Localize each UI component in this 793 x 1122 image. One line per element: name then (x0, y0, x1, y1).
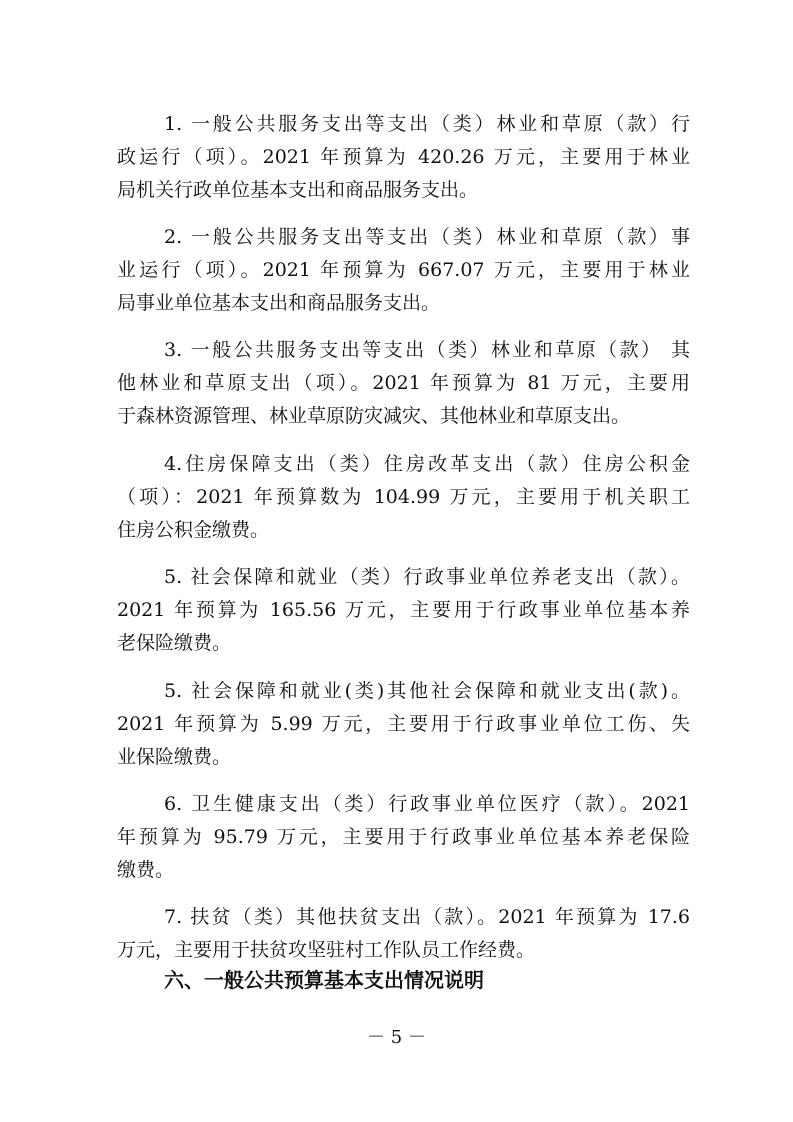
paragraph (117, 788, 690, 887)
paragraph (117, 108, 690, 207)
text-line: 业运行（项）。2021 年预算为 667.07 万元，主要用于林业 (117, 259, 690, 281)
text-line: 业保险缴费。 (117, 746, 232, 768)
paragraph (117, 901, 690, 967)
text-line: 5. 社会保障和就业（类）行政事业单位养老支出（款）。 (164, 566, 690, 588)
text-line: 5. 社会保障和就业(类)其他社会保障和就业支出(款)。 (164, 680, 690, 702)
paragraph (117, 675, 690, 774)
text-line: 2021 年预算为 165.56 万元，主要用于行政事业单位基本养 (117, 599, 690, 621)
text-line: 局机关行政单位基本支出和商品服务支出。 (117, 179, 479, 201)
text-line: 万元，主要用于扶贫攻坚驻村工作队员工作经费。 (117, 939, 536, 961)
text-line: 住房公积金缴费。 (117, 519, 270, 541)
text-line: （项）：2021 年预算数为 104.99 万元，主要用于机关职工 (117, 486, 690, 508)
text-line: 于森林资源管理、林业草原防灾减灾、其他林业和草原支出。 (117, 405, 631, 427)
paragraph (117, 221, 690, 320)
paragraph (117, 561, 690, 660)
paragraph (117, 334, 690, 433)
text-line: 政运行（项）。2021 年预算为 420.26 万元，主要用于林业 (117, 146, 690, 168)
page-number: － 5 － (367, 1027, 426, 1048)
paragraph (117, 448, 690, 547)
text-line: 局事业单位基本支出和商品服务支出。 (117, 292, 441, 314)
text-line: 2. 一般公共服务支出等支出（类）林业和草原（款）事 (164, 226, 690, 248)
text-line: 6. 卫生健康支出（类）行政事业单位医疗（款）。2021 (164, 793, 690, 815)
text-line: 他林业和草原支出（项）。2021 年预算为 81 万元，主要用 (117, 372, 690, 394)
text-line: 3. 一般公共服务支出等支出（类）林业和草原（款） 其 (164, 339, 690, 361)
text-line: 7. 扶贫（类）其他扶贫支出（款）。2021 年预算为 17.6 (164, 906, 690, 928)
text-line: 1. 一般公共服务支出等支出（类）林业和草原（款）行 (164, 113, 690, 135)
text-line: 缴费。 (117, 859, 175, 881)
text-line: 2021 年预算为 5.99 万元，主要用于行政事业单位工伤、失 (117, 713, 690, 735)
text-line: 年预算为 95.79 万元，主要用于行政事业单位基本养老保险 (117, 826, 690, 848)
text-line: 4.住房保障支出（类）住房改革支出（款）住房公积金 (164, 453, 690, 475)
section-heading: 六、一般公共预算基本支出情况说明 (164, 968, 484, 992)
text-line: 老保险缴费。 (117, 632, 232, 654)
